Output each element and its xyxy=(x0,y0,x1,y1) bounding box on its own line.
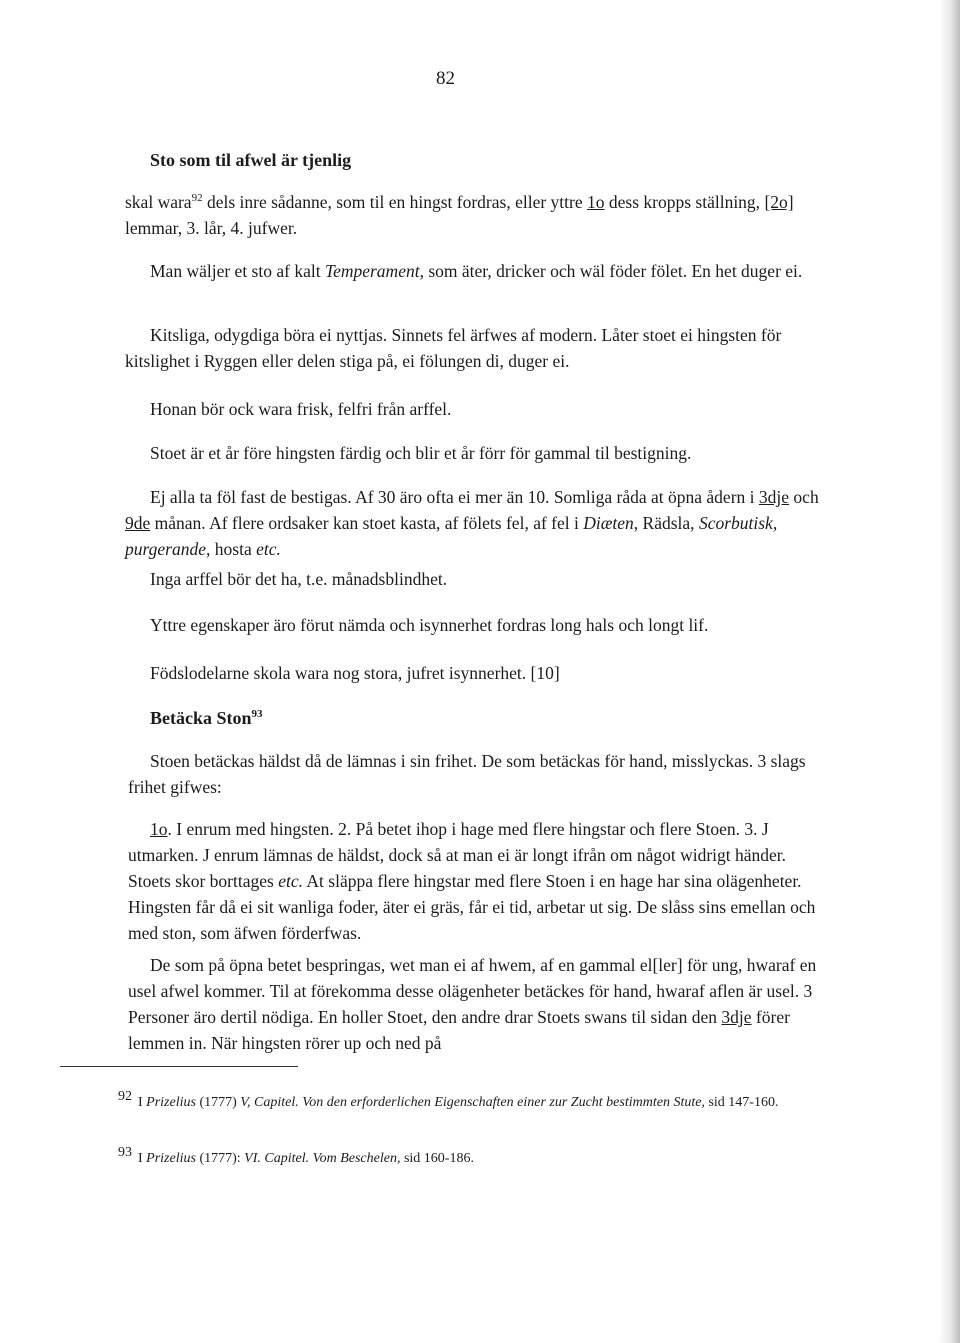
paragraph-12: De som på öpna betet bespringas, wet man ei af hwem, af en gammal el[ler] för ung, hwaraf en usel afwel kommer. Til at förekomma desse olägenheter betäckes för hand, hwaraf aflen är usel. 3 Personer äro dertil nödiga. En holler Stoet, den andre drar Stoets swans til sidan den 3dje förer lemmen in. När hingsten rörer up och ned på xyxy=(128,955,817,1053)
footnote-93: $^{93}$ I Prizelius (1777): VI. Capitel. Vom Beschelen, sid 160-186. xyxy=(118,1145,474,1166)
paragraph-4: Honan bör ock wara frisk, felfri från arffel. xyxy=(150,399,452,419)
paragraph-10: Stoen betäckas häldst då de lämnas i sin frihet. De som betäckas för hand, misslyckas. 3 slags frihet gifwes: xyxy=(128,751,806,797)
footnote-92: $^{92}$ I Prizelius (1777) V, Capitel. Von den erforderlichen Eigenschaften einer zur Zucht bestimmten Stute, sid 147-160. xyxy=(118,1089,779,1110)
paragraph-1: skal wara$^{92}$ dels inre sådanne, som til en hingst fordras, eller yttre 1o dess kropps ställning, [2o] lemmar, 3. lår, 4. jufwer. xyxy=(125,192,794,238)
footnote-ref-92: 92 xyxy=(191,192,203,205)
ordinal-first: 1o xyxy=(587,192,605,212)
section-heading-sto: Sto som til afwel är tjenlig xyxy=(150,150,352,170)
paragraph-5: Stoet är et år före hingsten färdig och blir et år förr för gammal til bestigning. xyxy=(150,443,692,463)
ordinal-second: [2o] xyxy=(764,192,794,212)
paragraph-2: Man wäljer et sto af kalt Temperament, som äter, dricker och wäl föder fölet. En het duger ei. xyxy=(150,261,803,281)
footnote-ref-93: 93 xyxy=(251,708,263,720)
footnote-divider xyxy=(60,1066,298,1067)
page-number: 82 xyxy=(436,68,455,89)
page-edge-shadow xyxy=(938,0,960,1343)
paragraph-3: Kitsliga, odygdiga böra ei nyttjas. Sinnets fel ärfwes af modern. Låter stoet ei hingsten för kitslighet i Ryggen eller delen stiga på, ei fölungen di, duger ei. xyxy=(125,325,782,371)
paragraph-7: Inga arffel bör det ha, t.e. månadsblindhet. xyxy=(150,569,448,589)
paragraph-11: 1o. I enrum med hingsten. 2. På betet ihop i hage med flere hingstar och flere Stoen. 3. J utmarken. J enrum lämnas de häldst, dock så at man ei är longt ifrån om något widrigt händer. Stoets skor borttages etc. At släppa flere hingstar med flere Stoen i en hage har sina olägenheter. Hingsten får då ei sit wanliga foder, äter ei gräs, får ei tid, arbetar ut sig. De slåss sins emellan och med ston, som äfwen förderfwas. xyxy=(128,819,816,943)
paragraph-6: Ej alla ta föl fast de bestigas. Af 30 äro ofta ei mer än 10. Somliga råda at öpna ådern i 3dje och 9de månan. Af flere ordsaker kan stoet kasta, af fölets fel, af fel i Diæten, Rädsla, Scorbutisk, purgerande, hosta etc. xyxy=(125,487,819,559)
paragraph-9: Födslodelarne skola wara nog stora, jufret isynnerhet. [10] xyxy=(150,663,560,683)
section-heading-betacka: Betäcka Ston$^{93}$ xyxy=(150,708,263,728)
paragraph-8: Yttre egenskaper äro förut nämda och isynnerhet fordras long hals och longt lif. xyxy=(150,615,709,635)
